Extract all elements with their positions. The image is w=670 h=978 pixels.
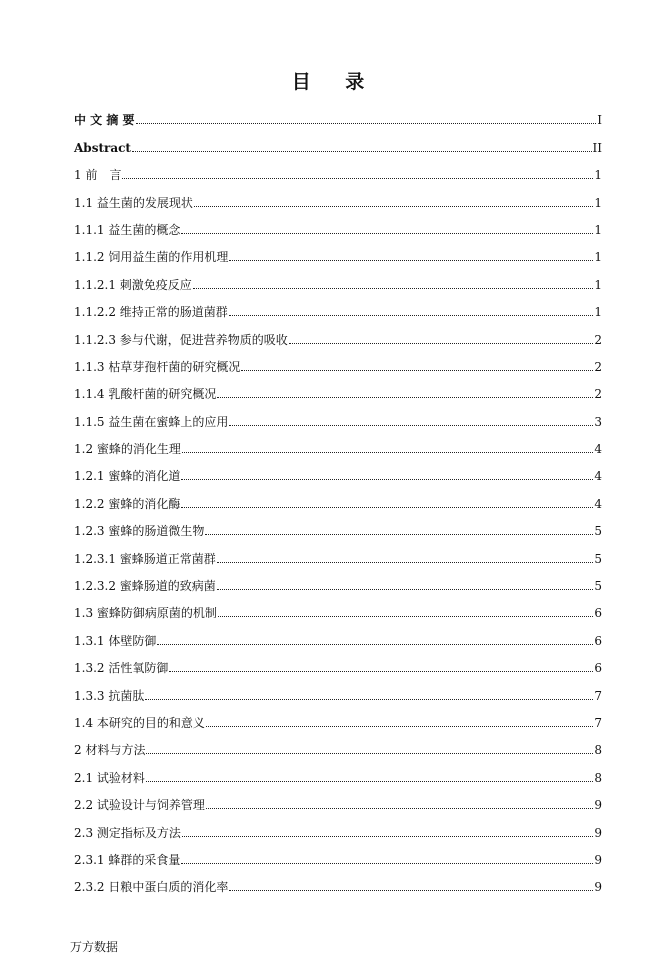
- toc-entry-label: 1.3 蜜蜂防御病原菌的机制: [74, 606, 217, 621]
- toc-entry-label: 1.2.2 蜜蜂的消化酶: [74, 496, 181, 511]
- toc-entry-label: 1.2.3.2 蜜蜂肠道的致病菌: [74, 579, 216, 594]
- toc-dot-leader: [132, 151, 592, 152]
- toc-entry-page: 1: [594, 195, 602, 210]
- toc-entry[interactable]: [74, 841, 602, 868]
- toc-entry-label: 1.3.2 活性氧防御: [74, 661, 169, 676]
- toc-entry[interactable]: [74, 758, 602, 785]
- toc-entry-label: 中 文 摘 要: [74, 113, 135, 128]
- toc-entry-page: 1: [594, 305, 602, 320]
- toc-entry[interactable]: [74, 128, 602, 155]
- toc-dot-leader: [205, 534, 593, 535]
- toc-dot-leader: [182, 836, 593, 837]
- toc-entry[interactable]: [74, 868, 602, 895]
- toc-entry[interactable]: [74, 621, 602, 648]
- toc-entry-page: 2: [594, 332, 602, 347]
- toc-entry-page: 1: [594, 168, 602, 183]
- toc-entry[interactable]: [74, 539, 602, 566]
- page-title: 目 录: [291, 71, 379, 93]
- toc-entry[interactable]: [74, 457, 602, 484]
- toc-entry-page: 7: [594, 688, 602, 703]
- toc-entry-label: 1.2 蜜蜂的消化生理: [74, 442, 181, 457]
- toc-entry-page: 9: [594, 852, 602, 867]
- toc-entry[interactable]: [74, 813, 602, 840]
- toc-entry-page: 4: [594, 496, 602, 511]
- toc-entry-page: 5: [594, 579, 602, 594]
- toc-dot-leader: [169, 671, 593, 672]
- toc-entry[interactable]: [74, 786, 602, 813]
- toc-dot-leader: [217, 562, 594, 563]
- toc-entry[interactable]: [74, 512, 602, 539]
- toc-entry-label: 2.3.2 日粮中蛋白质的消化率: [74, 880, 229, 895]
- toc-dot-leader: [181, 863, 593, 864]
- toc-dot-leader: [206, 808, 593, 809]
- toc-entry-page: 2: [594, 387, 602, 402]
- toc-entry-label: 1.2.3 蜜蜂的肠道微生物: [74, 524, 205, 539]
- toc-dot-leader: [289, 343, 594, 344]
- toc-entry[interactable]: [74, 183, 602, 210]
- toc-entry-label: 2.2 试验设计与饲养管理: [74, 798, 205, 813]
- toc-entry-label: 1.4 本研究的目的和意义: [74, 715, 205, 730]
- toc-dot-leader: [229, 260, 593, 261]
- toc-entry[interactable]: [74, 293, 602, 320]
- toc-dot-leader: [229, 315, 594, 316]
- toc-entry-page: 5: [594, 524, 602, 539]
- toc-entry[interactable]: [74, 265, 602, 292]
- toc-entry-label: 2 材料与方法: [74, 743, 146, 758]
- toc-dot-leader: [217, 397, 593, 398]
- toc-entry-label: 1.3.1 体壁防御: [74, 633, 157, 648]
- toc-entry-label: 1 前 言: [74, 168, 122, 183]
- toc-dot-leader: [181, 507, 593, 508]
- toc-dot-leader: [145, 699, 593, 700]
- toc-dot-leader: [122, 178, 593, 179]
- toc-dot-leader: [217, 589, 594, 590]
- toc-dot-leader: [146, 753, 593, 754]
- toc-entry[interactable]: [74, 567, 602, 594]
- toc-entry[interactable]: [74, 649, 602, 676]
- toc-entry-label: 1.1.3 枯草芽孢杆菌的研究概况: [74, 359, 241, 374]
- toc-entry[interactable]: [74, 156, 602, 183]
- toc-entry-page: 9: [594, 798, 602, 813]
- toc-entry-page: 6: [594, 661, 602, 676]
- toc-dot-leader: [193, 288, 594, 289]
- toc-entry-page: 7: [594, 715, 602, 730]
- toc-entry-label: 1.1.4 乳酸杆菌的研究概况: [74, 387, 217, 402]
- toc-entry-label: 2.3 测定指标及方法: [74, 825, 181, 840]
- toc-entry[interactable]: [74, 211, 602, 238]
- toc-entry-page: 1: [594, 222, 602, 237]
- toc-entry-label: 2.1 试验材料: [74, 770, 145, 785]
- toc-dot-leader: [229, 425, 593, 426]
- toc-dot-leader: [229, 890, 593, 891]
- toc-entry-label: 1.3.3 抗菌肽: [74, 688, 145, 703]
- toc-dot-leader: [157, 644, 593, 645]
- toc-entry[interactable]: [74, 402, 602, 429]
- toc-dot-leader: [218, 616, 593, 617]
- toc-entry-label: 2.3.1 蜂群的采食量: [74, 852, 181, 867]
- toc-dot-leader: [136, 123, 597, 124]
- toc-entry-label: 1.1.2.2 维持正常的肠道菌群: [74, 305, 228, 320]
- toc-entry[interactable]: [74, 101, 602, 128]
- toc-entry-page: 6: [594, 606, 602, 621]
- toc-entry[interactable]: [74, 430, 602, 457]
- toc-entry-page: II: [592, 140, 602, 155]
- toc-entry[interactable]: [74, 375, 602, 402]
- toc-entry-label: Abstract: [74, 140, 131, 155]
- toc-entry-label: 1.1 益生菌的发展现状: [74, 195, 193, 210]
- toc-entry-label: 1.1.2.1 刺激免疫反应: [74, 277, 192, 292]
- watermark-footer: 万方数据: [70, 940, 119, 954]
- toc-entry-label: 1.2.3.1 蜜蜂肠道正常菌群: [74, 551, 216, 566]
- toc-entry-label: 1.1.5 益生菌在蜜蜂上的应用: [74, 414, 229, 429]
- toc-entry-page: 3: [594, 414, 602, 429]
- toc-entry[interactable]: [74, 594, 602, 621]
- toc-entry[interactable]: [74, 238, 602, 265]
- toc-dot-leader: [146, 781, 593, 782]
- toc-entry-label: 1.1.2.3 参与代谢，促进营养物质的吸收: [74, 332, 288, 347]
- toc-entry[interactable]: [74, 484, 602, 511]
- toc-dot-leader: [206, 726, 593, 727]
- toc-entry[interactable]: [74, 320, 602, 347]
- toc-dot-leader: [182, 452, 593, 453]
- toc-entry-page: 8: [594, 743, 602, 758]
- toc-entry-page: 4: [594, 442, 602, 457]
- toc-entry[interactable]: [74, 704, 602, 731]
- toc-entry-page: 5: [594, 551, 602, 566]
- toc-entry-page: I: [597, 113, 602, 128]
- toc-dot-leader: [241, 370, 593, 371]
- toc-entry[interactable]: [74, 731, 602, 758]
- table-of-contents: [74, 101, 602, 895]
- toc-entry-page: 1: [594, 277, 602, 292]
- toc-entry-page: 9: [594, 880, 602, 895]
- toc-dot-leader: [194, 206, 593, 207]
- toc-entry-page: 9: [594, 825, 602, 840]
- toc-entry-page: 8: [594, 770, 602, 785]
- toc-entry-label: 1.2.1 蜜蜂的消化道: [74, 469, 181, 484]
- toc-entry[interactable]: [74, 348, 602, 375]
- toc-entry-page: 6: [594, 633, 602, 648]
- toc-entry-label: 1.1.1 益生菌的概念: [74, 222, 181, 237]
- toc-entry[interactable]: [74, 676, 602, 703]
- toc-entry-label: 1.1.2 饲用益生菌的作用机理: [74, 250, 229, 265]
- toc-entry-page: 2: [594, 359, 602, 374]
- toc-entry-page: 4: [594, 469, 602, 484]
- toc-dot-leader: [181, 233, 593, 234]
- toc-entry-page: 1: [594, 250, 602, 265]
- toc-dot-leader: [181, 479, 593, 480]
